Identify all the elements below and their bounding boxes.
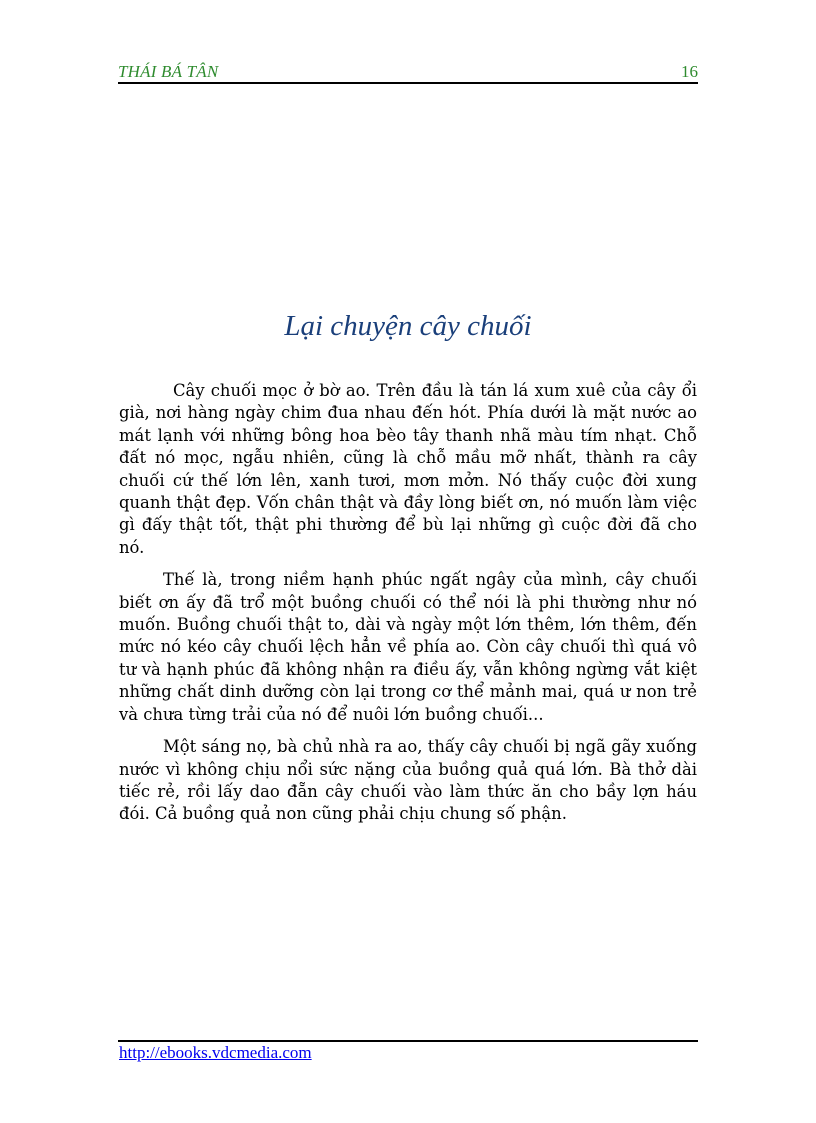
footer-website-link[interactable]: http://ebooks.vdcmedia.com bbox=[119, 1043, 312, 1062]
story-title: Lại chuyện cây chuối bbox=[284, 310, 532, 342]
author-name: THÁI BÁ TÂN bbox=[118, 62, 219, 81]
paragraph-3: Một sáng nọ, bà chủ nhà ra ao, thấy cây chuối bị ngã gãy xuống nước vì không chịu nổi sức nặng của buồng quả quá lớn. Bà thở dài tiếc rẻ, rồi lấy dao đẵn cây chuối vào làm thức ăn cho bầy lợn háu đói. Cả buồng quả non cũng phải chịu chung số phận. bbox=[119, 737, 697, 824]
footer-divider bbox=[118, 1040, 698, 1042]
paragraph-1: Cây chuối mọc ở bờ ao. Trên đầu là tán lá xum xuê của cây ổi già, nơi hàng ngày chim đua nhau đến hót. Phía dưới là mặt nước ao mát lạnh với những bông hoa bèo tây thanh nhã màu tím nhạt. Chỗ đất nó mọc, ngẫu nhiên, cũng là chỗ mầu mỡ nhất, thành ra cây chuối cứ thế lớn lên, xanh tươi, mơn mởn. Nó thấy cuộc đời xung quanh thật đẹp. Vốn chân thật và đầy lòng biết ơn, nó muốn làm việc gì đấy thật tốt, thật phi thường để bù lại những gì cuộc đời đã cho nó. bbox=[119, 381, 697, 557]
page-header bbox=[118, 60, 698, 84]
story-body bbox=[119, 380, 697, 836]
paragraph-2: Thế là, trong niềm hạnh phúc ngất ngây của mình, cây chuối biết ơn ấy đã trổ một buồng chuối có thể nói là phi thường như nó muốn. Buồng chuối thật to, dài và ngày một lớn thêm, lớn thêm, đến mức nó kéo cây chuối lệch hẳn về phía ao. Còn cây chuối thì quá vô tư và hạnh phúc đã không nhận ra điều ấy, vẫn không ngừng vắt kiệt những chất dinh dưỡng còn lại trong cơ thể mảnh mai, quá ư non trẻ và chưa từng trải của nó để nuôi lớn buồng chuối... bbox=[119, 570, 697, 724]
page-number: 16 bbox=[681, 62, 698, 81]
